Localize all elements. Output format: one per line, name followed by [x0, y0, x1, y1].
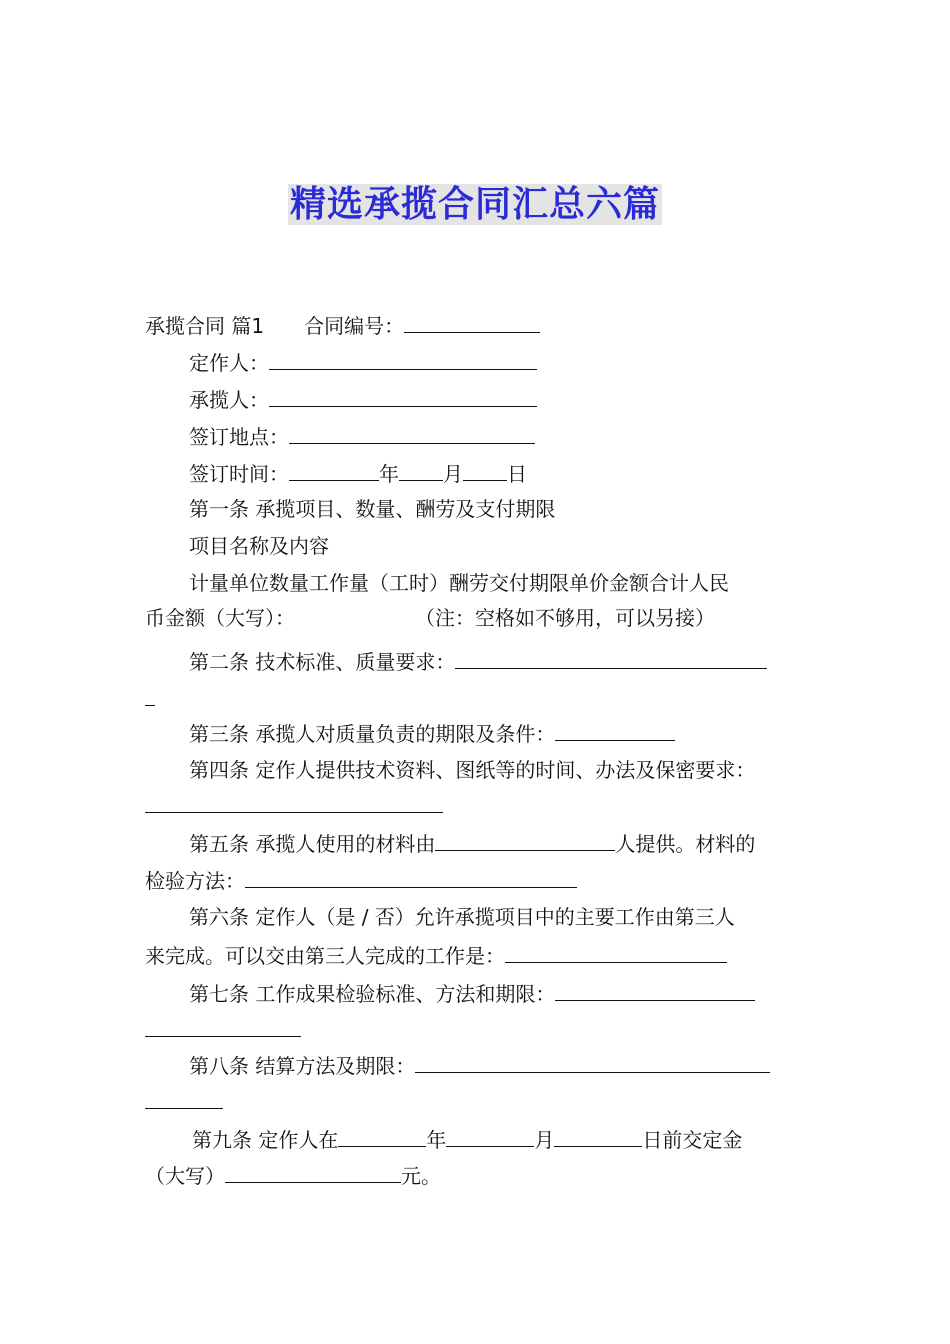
- month-label: 月: [443, 462, 463, 486]
- article-8: [189, 1050, 770, 1079]
- article-2: [189, 646, 767, 675]
- article-1-title: [189, 496, 555, 522]
- header-line: [145, 310, 540, 339]
- article-2-text: 第二条 技术标准、质量要求：: [189, 650, 456, 674]
- article-9-text-a: 第九条 定作人在: [192, 1128, 339, 1152]
- article-6-text-a: 第六条 定作人（是 / 否）允许承揽项目中的主要工作由第三人: [189, 905, 735, 929]
- article-8-blank: [415, 1050, 770, 1073]
- sign-time-line: [189, 458, 527, 487]
- article-9-text-b: 日前交定金: [642, 1128, 743, 1152]
- article-3-text: 第三条 承揽人对质量负责的期限及条件：: [189, 722, 556, 746]
- day-blank: [463, 458, 507, 481]
- article-5-inspection-blank: [245, 865, 577, 888]
- contractor-label: 承揽人：: [189, 388, 269, 412]
- article-9-month-label: 月: [534, 1128, 555, 1152]
- article-6-continuation: [145, 940, 727, 969]
- sign-time-label: 签订时间：: [189, 462, 289, 486]
- article-1-line-1-text: 计量单位数量工作量（工时）酬劳交付期限单价金额合计人民: [189, 571, 729, 595]
- article-5-text-b: 人提供。材料的: [615, 832, 756, 856]
- contract-number-label: 合同编号：: [304, 314, 405, 338]
- article-1-amount-label: 币金额（大写）：: [145, 606, 295, 630]
- article-6-blank: [505, 940, 727, 963]
- article-8-continuation: [145, 1086, 223, 1115]
- article-8-blank-continued: [145, 1086, 223, 1109]
- article-6: [189, 904, 735, 930]
- sign-place-blank: [289, 421, 535, 444]
- contract-label: 承揽合同 篇1: [145, 314, 265, 338]
- article-9-currency: 元。: [401, 1164, 441, 1188]
- article-2-blank-continued: [145, 683, 155, 706]
- article-9: [192, 1124, 742, 1153]
- article-1-item-text: 项目名称及内容: [189, 534, 329, 558]
- orderer-blank: [269, 347, 537, 370]
- article-1-note: （注：空格如不够用，可以另接）: [415, 606, 715, 630]
- article-4: [189, 757, 755, 783]
- day-label: 日: [507, 462, 527, 486]
- sign-place-line: [189, 421, 535, 450]
- article-1-item: [189, 533, 329, 559]
- contractor-blank: [269, 384, 537, 407]
- title-text: 精选承揽合同汇总六篇: [289, 184, 660, 225]
- article-5-provider-blank: [435, 828, 615, 851]
- article-7-text: 第七条 工作成果检验标准、方法和期限：: [189, 982, 556, 1006]
- article-9-continuation: [145, 1160, 441, 1189]
- article-9-amount-label: （大写）: [145, 1164, 225, 1188]
- article-5-inspection-label: 检验方法：: [145, 869, 245, 893]
- article-7-blank-continued: [145, 1014, 301, 1037]
- article-1-line-1: [189, 570, 729, 596]
- article-9-year-label: 年: [426, 1128, 447, 1152]
- contractor-line: [189, 384, 537, 413]
- article-3-blank: [555, 718, 675, 741]
- month-blank: [399, 458, 443, 481]
- article-4-text: 第四条 定作人提供技术资料、图纸等的时间、办法及保密要求：: [189, 758, 756, 782]
- article-5: [189, 828, 755, 857]
- article-9-day-blank: [554, 1124, 642, 1147]
- article-5-continuation: [145, 865, 577, 894]
- article-9-month-blank: [446, 1124, 534, 1147]
- document-title: [0, 176, 950, 227]
- article-9-amount-blank: [225, 1160, 401, 1183]
- sign-place-label: 签订地点：: [189, 425, 289, 449]
- article-9-year-blank: [338, 1124, 426, 1147]
- article-7: [189, 978, 755, 1007]
- article-1-title-text: 第一条 承揽项目、数量、酬劳及支付期限: [189, 497, 556, 521]
- article-7-continuation: [145, 1014, 301, 1043]
- article-1-line-2: [145, 605, 715, 631]
- contract-number-blank: [404, 310, 540, 333]
- article-3: [189, 718, 675, 747]
- article-8-text: 第八条 结算方法及期限：: [189, 1054, 416, 1078]
- article-5-text-a: 第五条 承揽人使用的材料由: [189, 832, 436, 856]
- article-2-continuation: [145, 683, 155, 712]
- year-blank: [289, 458, 379, 481]
- year-label: 年: [379, 462, 399, 486]
- article-4-continuation: [145, 790, 443, 819]
- article-7-blank: [555, 978, 755, 1001]
- orderer-line: [189, 347, 537, 376]
- article-2-blank: [455, 646, 767, 669]
- article-6-text-b: 来完成。可以交由第三人完成的工作是：: [145, 944, 505, 968]
- orderer-label: 定作人：: [189, 351, 269, 375]
- article-4-blank: [145, 790, 443, 813]
